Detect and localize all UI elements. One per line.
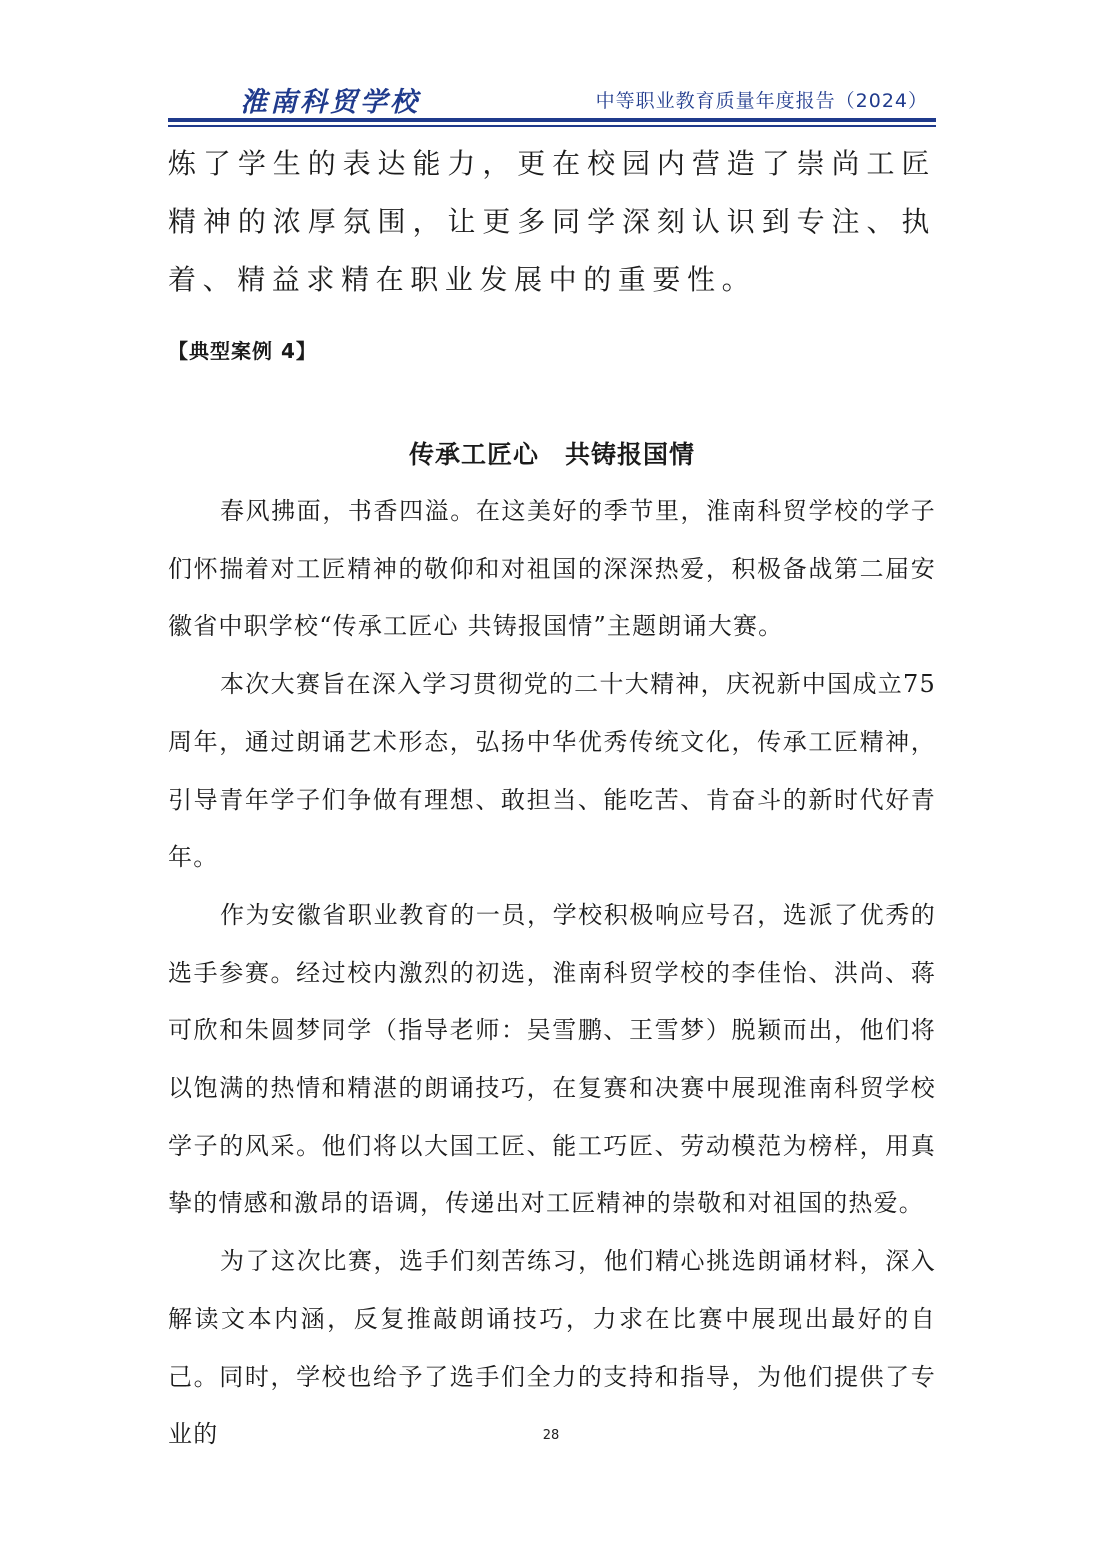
body-paragraph: 作为安徽省职业教育的一员，学校积极响应号召，选派了优秀的选手参赛。经过校内激烈的初选，淮南科贸学校的李佳怡、洪尚、蒋可欣和朱圆梦同学（指导老师：吴雪鹏、王雪梦）脱颖而出，他们将以饱满的热情和精湛的朗诵技巧，在复赛和决赛中展现淮南科贸学校学子的风采。他们将以大国工匠、能工巧匠、劳动模范为榜样，用真挚的情感和激昂的语调，传递出对工匠精神的崇敬和对祖国的热爱。 [168, 900, 936, 1218]
header-rule-thick [168, 118, 936, 122]
article-body [168, 483, 936, 1464]
body-paragraph: 本次大赛旨在深入学习贯彻党的二十大精神，庆祝新中国成立75周年，通过朗诵艺术形态，弘扬中华优秀传统文化，传承工匠精神，引导青年学子们争做有理想、敢担当、能吃苦、肯奋斗的新时代好青年。 [168, 670, 936, 872]
body-paragraph: 为了这次比赛，选手们刻苦练习，他们精心挑选朗诵材料，深入解读文本内涵，反复推敲朗诵技巧，力求在比赛中展现出最好的自己。同时，学校也给予了选手们全力的支持和指导，为他们提供了专业的 [168, 1247, 936, 1449]
page-header [168, 78, 936, 126]
header-rule-thin [168, 125, 936, 127]
page-number: 28 [542, 1428, 560, 1443]
report-title: 中等职业教育质量年度报告（2024） [595, 90, 928, 112]
school-name: 淮南科贸学校 [240, 87, 420, 118]
body-paragraph: 春风拂面，书香四溢。在这美好的季节里，淮南科贸学校的学子们怀揣着对工匠精神的敬仰和对祖国的深深热爱，积极备战第二届安徽省中职学校“传承工匠心 共铸报国情”主题朗诵大赛。 [168, 497, 936, 641]
article-title: 传承工匠心 共铸报国情 [408, 440, 695, 469]
continuation-paragraph: 炼了学生的表达能力，更在校园内营造了崇尚工匠精神的浓厚氛围，让更多同学深刻认识到专注、执着、精益求精在职业发展中的重要性。 [168, 147, 936, 296]
case-label: 【典型案例 4】 [168, 339, 317, 363]
